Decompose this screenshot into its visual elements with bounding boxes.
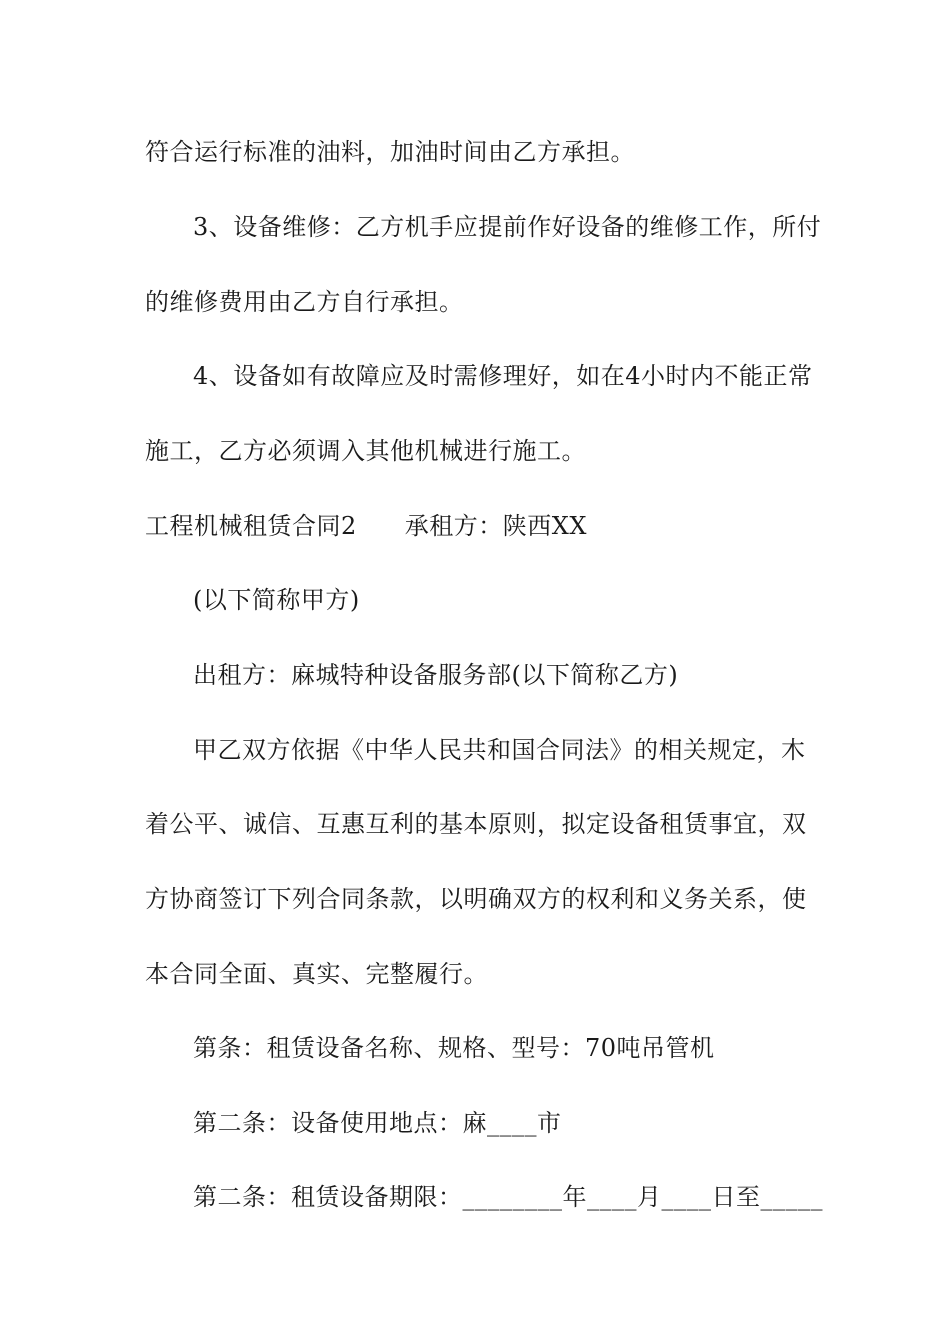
contract-title: 工程机械租赁合同2 xyxy=(145,512,357,540)
clause-line: 第条：租赁设备名称、规格、型号：70吨吊管机 xyxy=(193,1034,715,1062)
clause-line: 第二条：设备使用地点：麻____市 xyxy=(193,1109,562,1137)
clause-line: 第二条：租赁设备期限：________年____月____日至_____ xyxy=(193,1183,823,1211)
paragraph-line: 4、设备如有故障应及时需修理好，如在4小时内不能正常 xyxy=(193,362,813,390)
lessee-label: 承租方：陕西XX xyxy=(404,512,587,540)
paragraph-line: 符合运行标准的油料，加油时间由乙方承担。 xyxy=(145,138,635,166)
paragraph-line: 本合同全面、真实、完整履行。 xyxy=(145,960,488,988)
paragraph-line: 3、设备维修：乙方机手应提前作好设备的维修工作，所付 xyxy=(193,213,822,241)
paragraph-line: 方协商签订下列合同条款，以明确双方的权利和义务关系，使 xyxy=(145,885,807,913)
paragraph-line: 施工，乙方必须调入其他机械进行施工。 xyxy=(145,437,586,465)
paragraph-line: 着公平、诚信、互惠互利的基本原则，拟定设备租赁事宜，双 xyxy=(145,810,807,838)
paragraph-line: 出租方：麻城特种设备服务部(以下简称乙方) xyxy=(193,661,679,689)
paragraph-line: 甲乙双方依据《中华人民共和国合同法》的相关规定，木 xyxy=(193,736,806,764)
contract-heading-line xyxy=(145,506,810,546)
paragraph-line: 的维修费用由乙方自行承担。 xyxy=(145,288,464,316)
paragraph-line: (以下简称甲方) xyxy=(193,586,360,614)
